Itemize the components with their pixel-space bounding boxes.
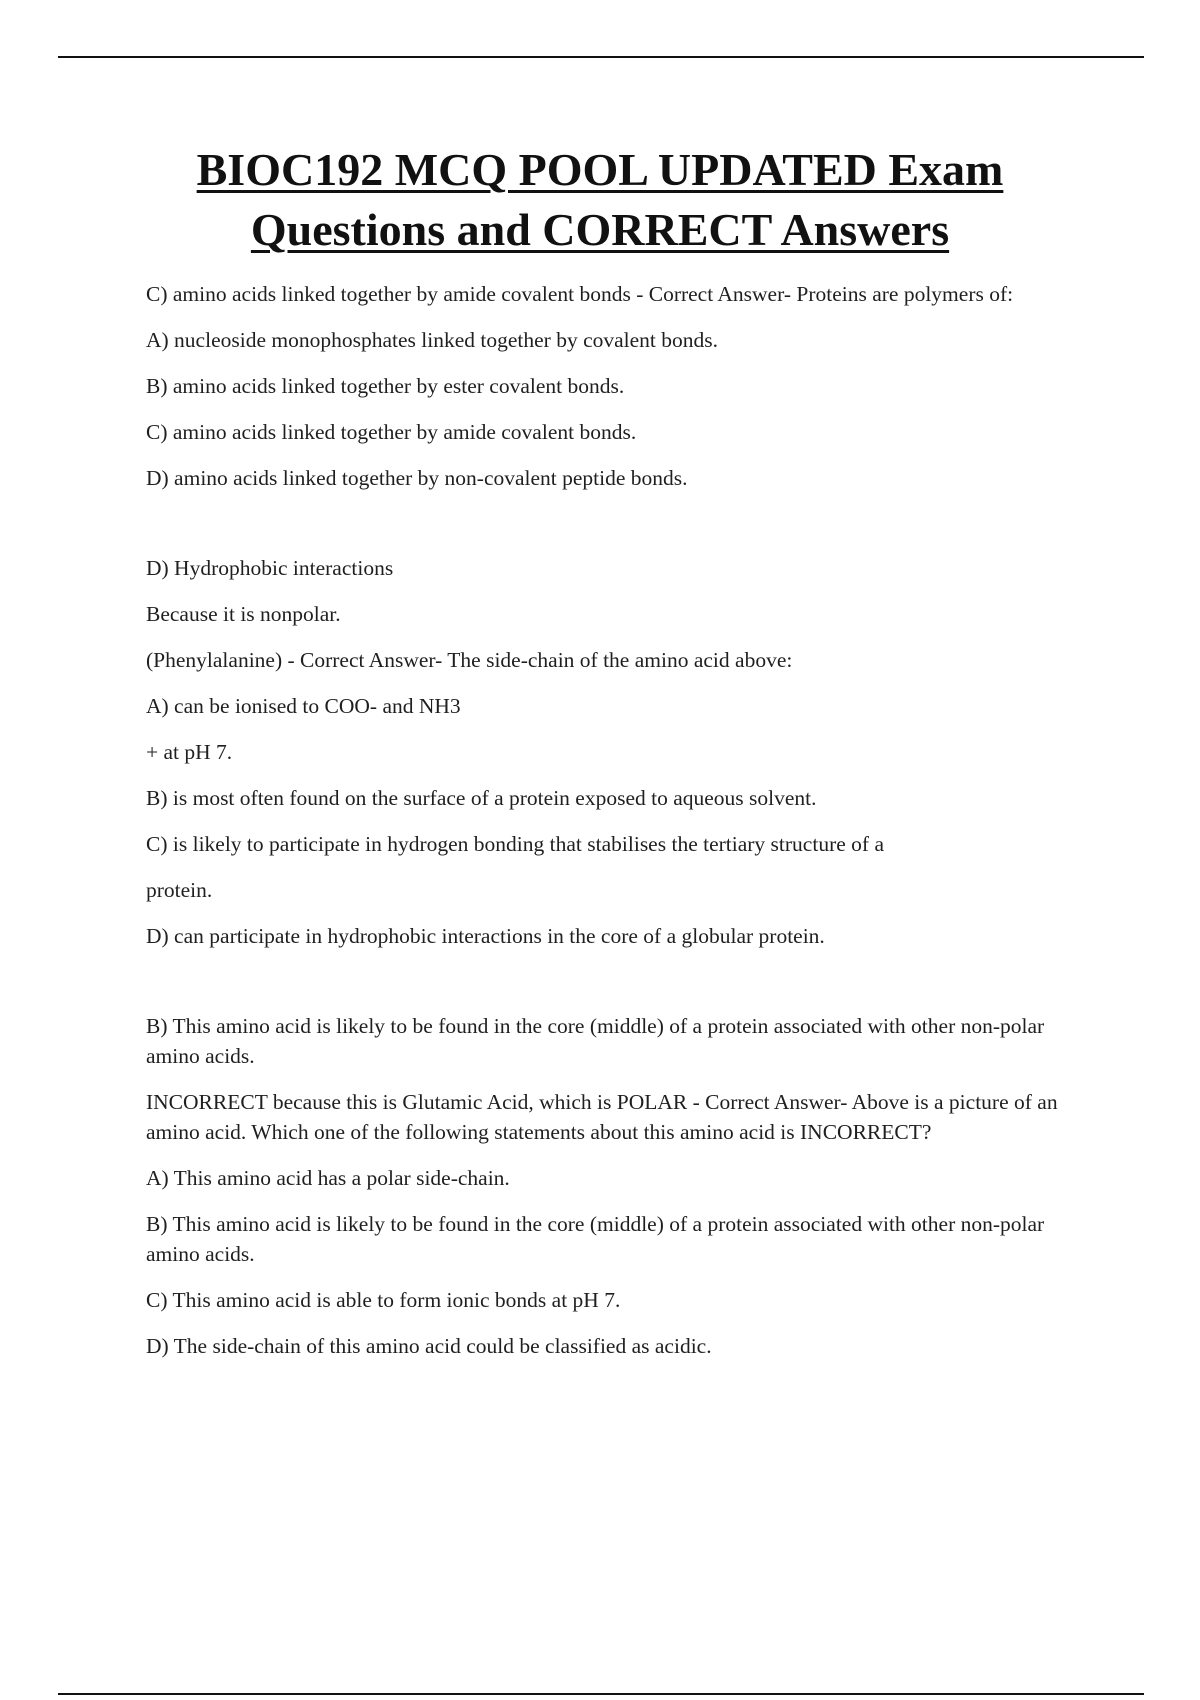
footer-rule	[58, 1693, 1144, 1695]
document-body	[146, 279, 1066, 1377]
question-block-3	[146, 1011, 1066, 1361]
q2-option-d: D) can participate in hydrophobic interactions in the core of a globular protein.	[146, 924, 825, 948]
q2-option-b: B) is most often found on the surface of a protein exposed to aqueous solvent.	[146, 786, 817, 810]
header-rule	[58, 56, 1144, 58]
q2-option-a-line-1: A) can be ionised to COO- and NH3	[146, 694, 461, 718]
q2-answer: D) Hydrophobic interactions	[146, 556, 394, 580]
q2-question: (Phenylalanine) - Correct Answer- The side-chain of the amino acid above:	[146, 648, 793, 672]
q1-option-c: C) amino acids linked together by amide covalent bonds.	[146, 420, 637, 444]
page-title	[100, 140, 1100, 260]
q1-answer-question: C) amino acids linked together by amide covalent bonds - Correct Answer- Proteins are polymers of:	[146, 282, 1014, 306]
spacer	[146, 967, 1066, 1011]
q3-answer: B) This amino acid is likely to be found in the core (middle) of a protein associated with other non-polar amino acids.	[146, 1014, 1045, 1068]
q1-option-a: A) nucleoside monophosphates linked together by covalent bonds.	[146, 328, 719, 352]
spacer	[146, 509, 1066, 553]
q3-option-b: B) This amino acid is likely to be found in the core (middle) of a protein associated with other non-polar amino acids.	[146, 1212, 1045, 1266]
question-block-1	[146, 279, 1066, 493]
q3-explanation-question: INCORRECT because this is Glutamic Acid, which is POLAR - Correct Answer- Above is a picture of an amino acid. Which one of the following statements about this amino acid is INCORRECT?	[146, 1090, 1058, 1144]
q3-option-d: D) The side-chain of this amino acid could be classified as acidic.	[146, 1334, 712, 1358]
q2-option-c-line-1: C) is likely to participate in hydrogen bonding that stabilises the tertiary structure of a	[146, 832, 884, 856]
question-block-2	[146, 553, 1066, 951]
q1-option-b: B) amino acids linked together by ester covalent bonds.	[146, 374, 625, 398]
q2-option-a-line-2: + at pH 7.	[146, 740, 233, 764]
q3-option-a: A) This amino acid has a polar side-chain.	[146, 1166, 510, 1190]
q2-explanation: Because it is nonpolar.	[146, 602, 341, 626]
title-line-1: BIOC192 MCQ POOL UPDATED Exam	[196, 144, 1004, 195]
q3-option-c: C) This amino acid is able to form ionic bonds at pH 7.	[146, 1288, 621, 1312]
q2-option-c-line-2: protein.	[146, 878, 213, 902]
title-line-2: Questions and CORRECT Answers	[250, 204, 950, 255]
q1-option-d: D) amino acids linked together by non-covalent peptide bonds.	[146, 466, 688, 490]
